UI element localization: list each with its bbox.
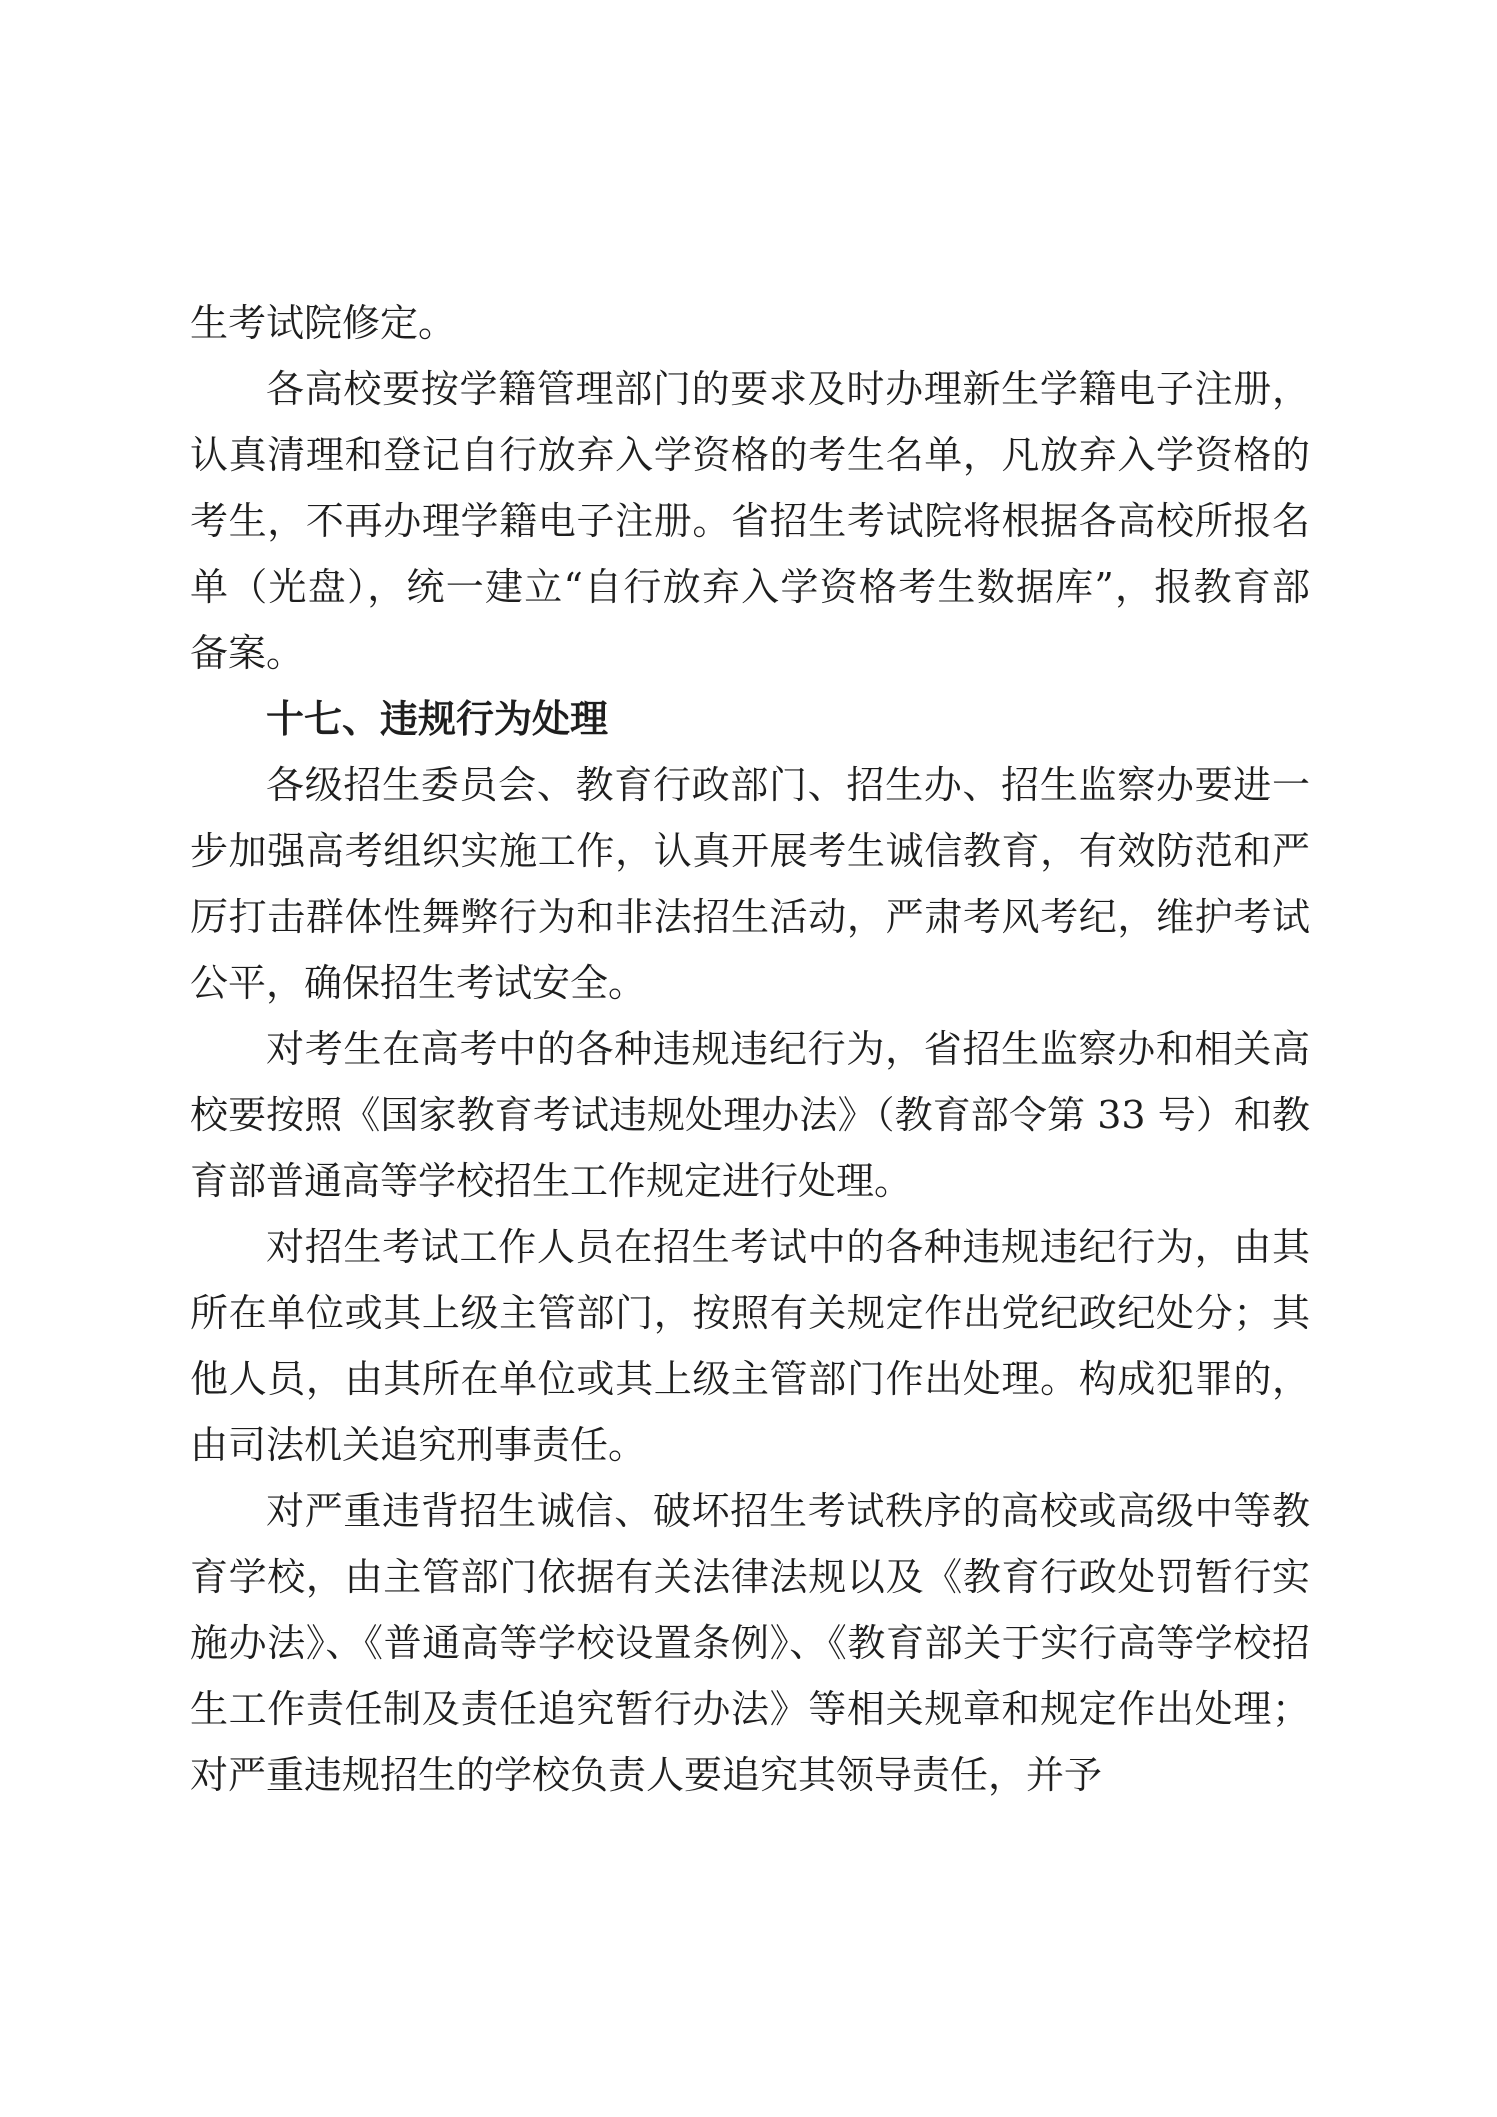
document-body (190, 290, 1310, 1808)
section-heading: 十七、违规行为处理 (266, 697, 609, 741)
paragraph-school-violations: 对严重违背招生诚信、破坏招生考试秩序的高校或高级中等教育学校，由主管部门依据有关法律法规以及《教育行政处罚暂行实施办法》、《普通高等学校设置条例》、《教育部关于实行高等学校招生工作责任制及责任追究暂行办法》等相关规章和规定作出处理；对严重违规招生的学校负责人要追究其领导责任，并予 (190, 1489, 1310, 1797)
paragraph-organization: 各级招生委员会、教育行政部门、招生办、招生监察办要进一步加强高考组织实施工作，认真开展考生诚信教育，有效防范和严厉打击群体性舞弊行为和非法招生活动，严肃考风考纪，维护考试公平，确保招生考试安全。 (190, 763, 1310, 1005)
paragraph-candidate-violations: 对考生在高考中的各种违规违纪行为，省招生监察办和相关高校要按照《国家教育考试违规处理办法》（教育部令第 33 号）和教育部普通高等学校招生工作规定进行处理。 (190, 1027, 1310, 1203)
paragraph-staff-violations: 对招生考试工作人员在招生考试中的各种违规违纪行为，由其所在单位或其上级主管部门，按照有关规定作出党纪政纪处分；其他人员，由其所在单位或其上级主管部门作出处理。构成犯罪的，由司法机关追究刑事责任。 (190, 1225, 1310, 1467)
paragraph-registration: 各高校要按学籍管理部门的要求及时办理新生学籍电子注册，认真清理和登记自行放弃入学资格的考生名单，凡放弃入学资格的考生，不再办理学籍电子注册。省招生考试院将根据各高校所报名单（光盘），统一建立“自行放弃入学资格考生数据库”，报教育部备案。 (190, 367, 1310, 675)
paragraph-continuation: 生考试院修定。 (190, 301, 457, 345)
